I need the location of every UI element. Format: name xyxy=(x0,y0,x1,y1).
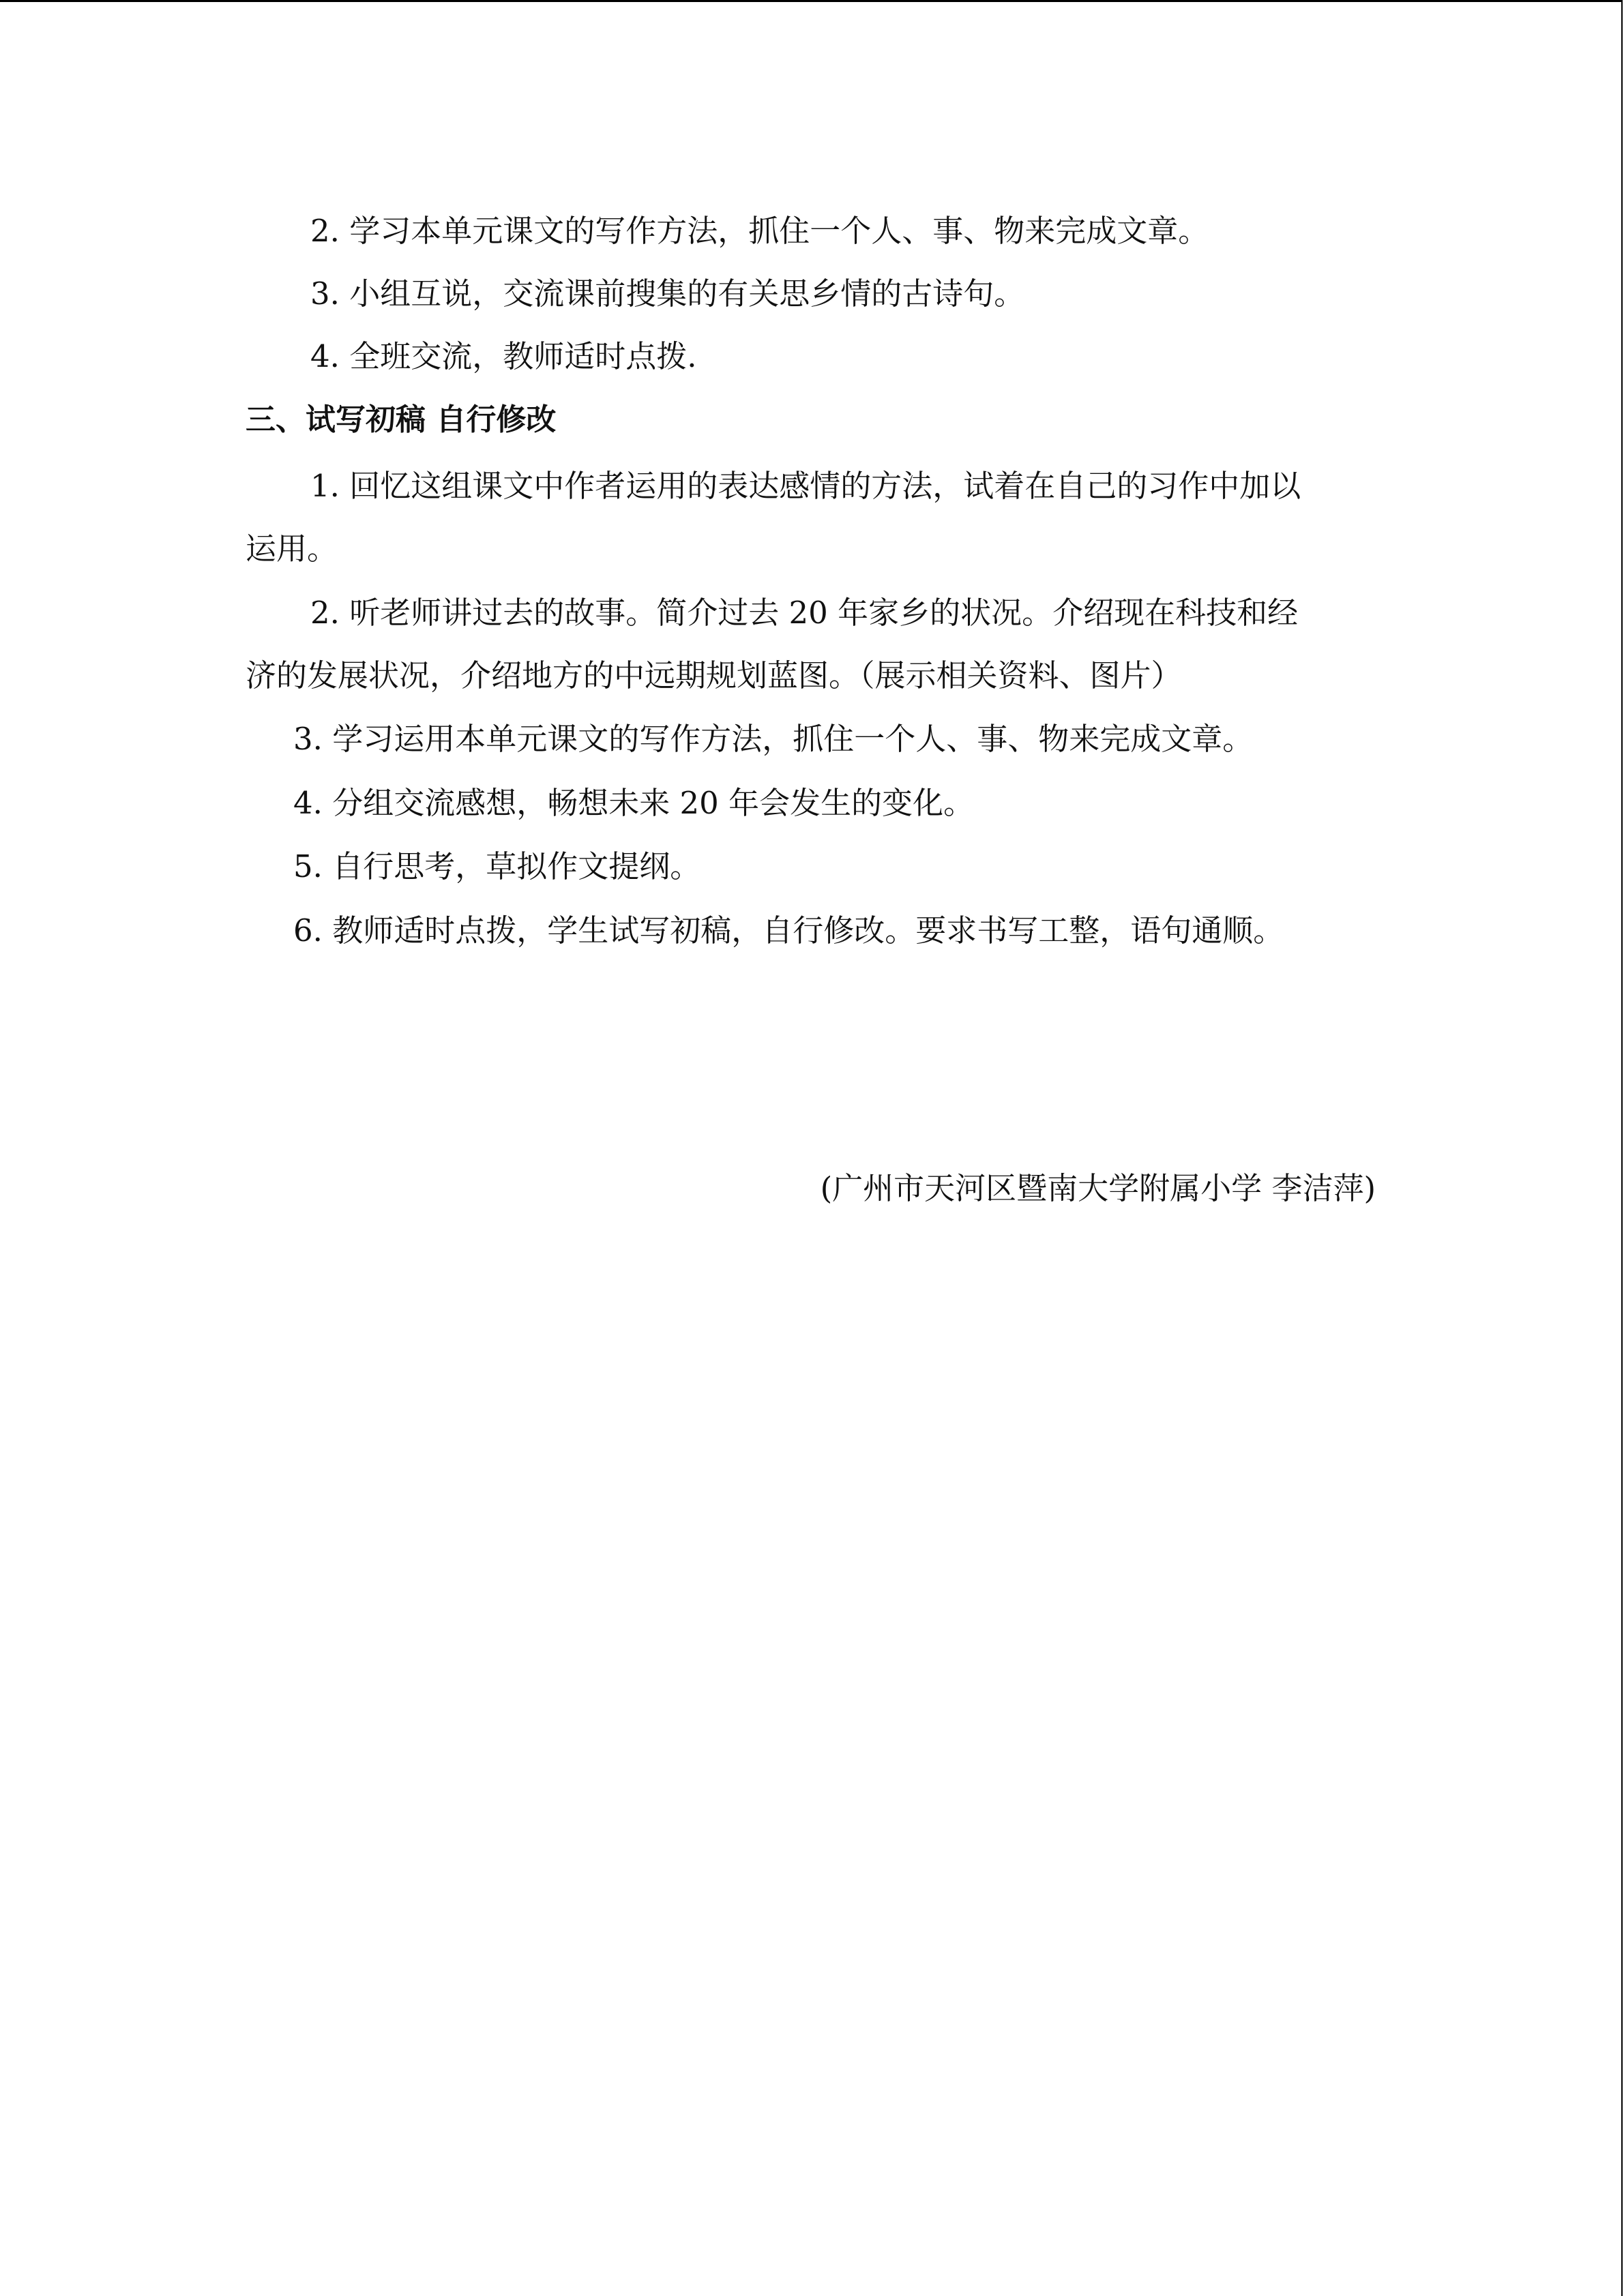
list-item-1-continuation: 运用。 xyxy=(246,531,338,567)
list-item-4-class-exchange: 4. 全班交流，教师适时点拨. xyxy=(310,338,697,374)
section-heading-3: 三、试写初稿 自行修改 xyxy=(246,402,557,437)
list-item-2-study-methods: 2. 学习本单元课文的写作方法，抓住一个人、事、物来完成文章。 xyxy=(310,213,1209,249)
list-item-1-recall-methods: 1. 回忆这组课文中作者运用的表达感情的方法，试着在自己的习作中加以 xyxy=(310,468,1301,504)
list-item-2-continuation: 济的发展状况，介绍地方的中远期规划蓝图。（展示相关资料、图片） xyxy=(246,657,1182,694)
list-item-5-outline: 5. 自行思考，草拟作文提纲。 xyxy=(293,848,701,884)
list-item-6-draft-revise: 6. 教师适时点拨，学生试写初稿，自行修改。要求书写工整，语句通顺。 xyxy=(293,912,1284,949)
list-item-3-group-discussion: 3. 小组互说，交流课前搜集的有关思乡情的古诗句。 xyxy=(310,275,1025,312)
author-signature: (广州市天河区暨南大学附属小学 李洁萍) xyxy=(820,1170,1376,1206)
list-item-4-share-thoughts: 4. 分组交流感想，畅想未来 20 年会发生的变化。 xyxy=(293,785,975,821)
list-item-3-apply-methods: 3. 学习运用本单元课文的写作方法，抓住一个人、事、物来完成文章。 xyxy=(293,721,1254,757)
list-item-2-teacher-stories: 2. 听老师讲过去的故事。简介过去 20 年家乡的状况。介绍现在科技和经 xyxy=(310,595,1299,631)
